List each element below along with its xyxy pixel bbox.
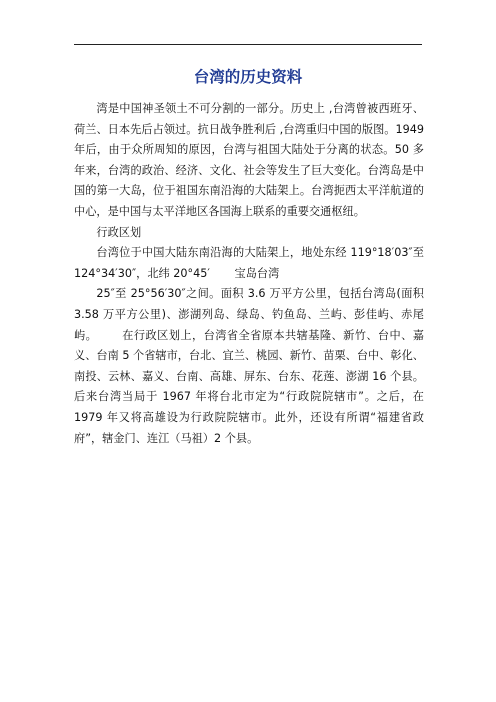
paragraph-area <box>74 284 424 449</box>
paragraph-intro: 湾是中国神圣领土不可分割的一部分。历史上 ,台湾曾被西班牙、荷兰、日本先后占领过。抗日战争胜利后 ,台湾重归中国的版图。1949年后，由于众所周知的原因，台湾与祖国大陆处于分离的状态。50 多年来，台湾的政治、经济、文化、社会等发生了巨大变化。台湾岛是中国的第一大岛，位于祖国东南沿海的大陆架上。台湾扼西太平洋航道的中心，是中国与太平洋地区各国海上联系的重要交通枢纽。 <box>74 102 424 218</box>
header-rule <box>74 44 422 45</box>
document-title: 台湾的历史资料 <box>193 68 303 86</box>
document-body <box>74 99 424 449</box>
paragraph-location <box>74 243 424 284</box>
area-text: 25″至 25°56′30″之间。面积 3.6 万平方公里，包括台湾岛(面积 3.58 万平方公里)、澎湖列岛、绿岛、钓鱼岛、兰屿、彭佳屿、赤尾屿。 <box>74 287 424 342</box>
location-text: 台湾位于中国大陆东南沿海的大陆架上，地处东经 119°18′03″至 124°34′30″，北纬 20°45′ <box>74 246 424 280</box>
section-heading: 行政区划 <box>96 225 142 239</box>
inline-caption: 宝岛台湾 <box>234 266 280 280</box>
admin-text: 在行政区划上，台湾省全省原本共辖基隆、新竹、台中、嘉义、台南 5 个省辖市，台北、宜兰、桃园、新竹、苗栗、台中、彰化、南投、云林、嘉义、台南、高雄、屏东、台东、花莲、澎湖 16 个县。后来台湾当局于 1967 年将台北市定为“行政院院辖市”。之后，在 1979 年又将高雄设为行政院院辖市。此外，还设有所谓“福建省政府”，辖金门、连江（马祖）2 个县。 <box>74 328 424 445</box>
